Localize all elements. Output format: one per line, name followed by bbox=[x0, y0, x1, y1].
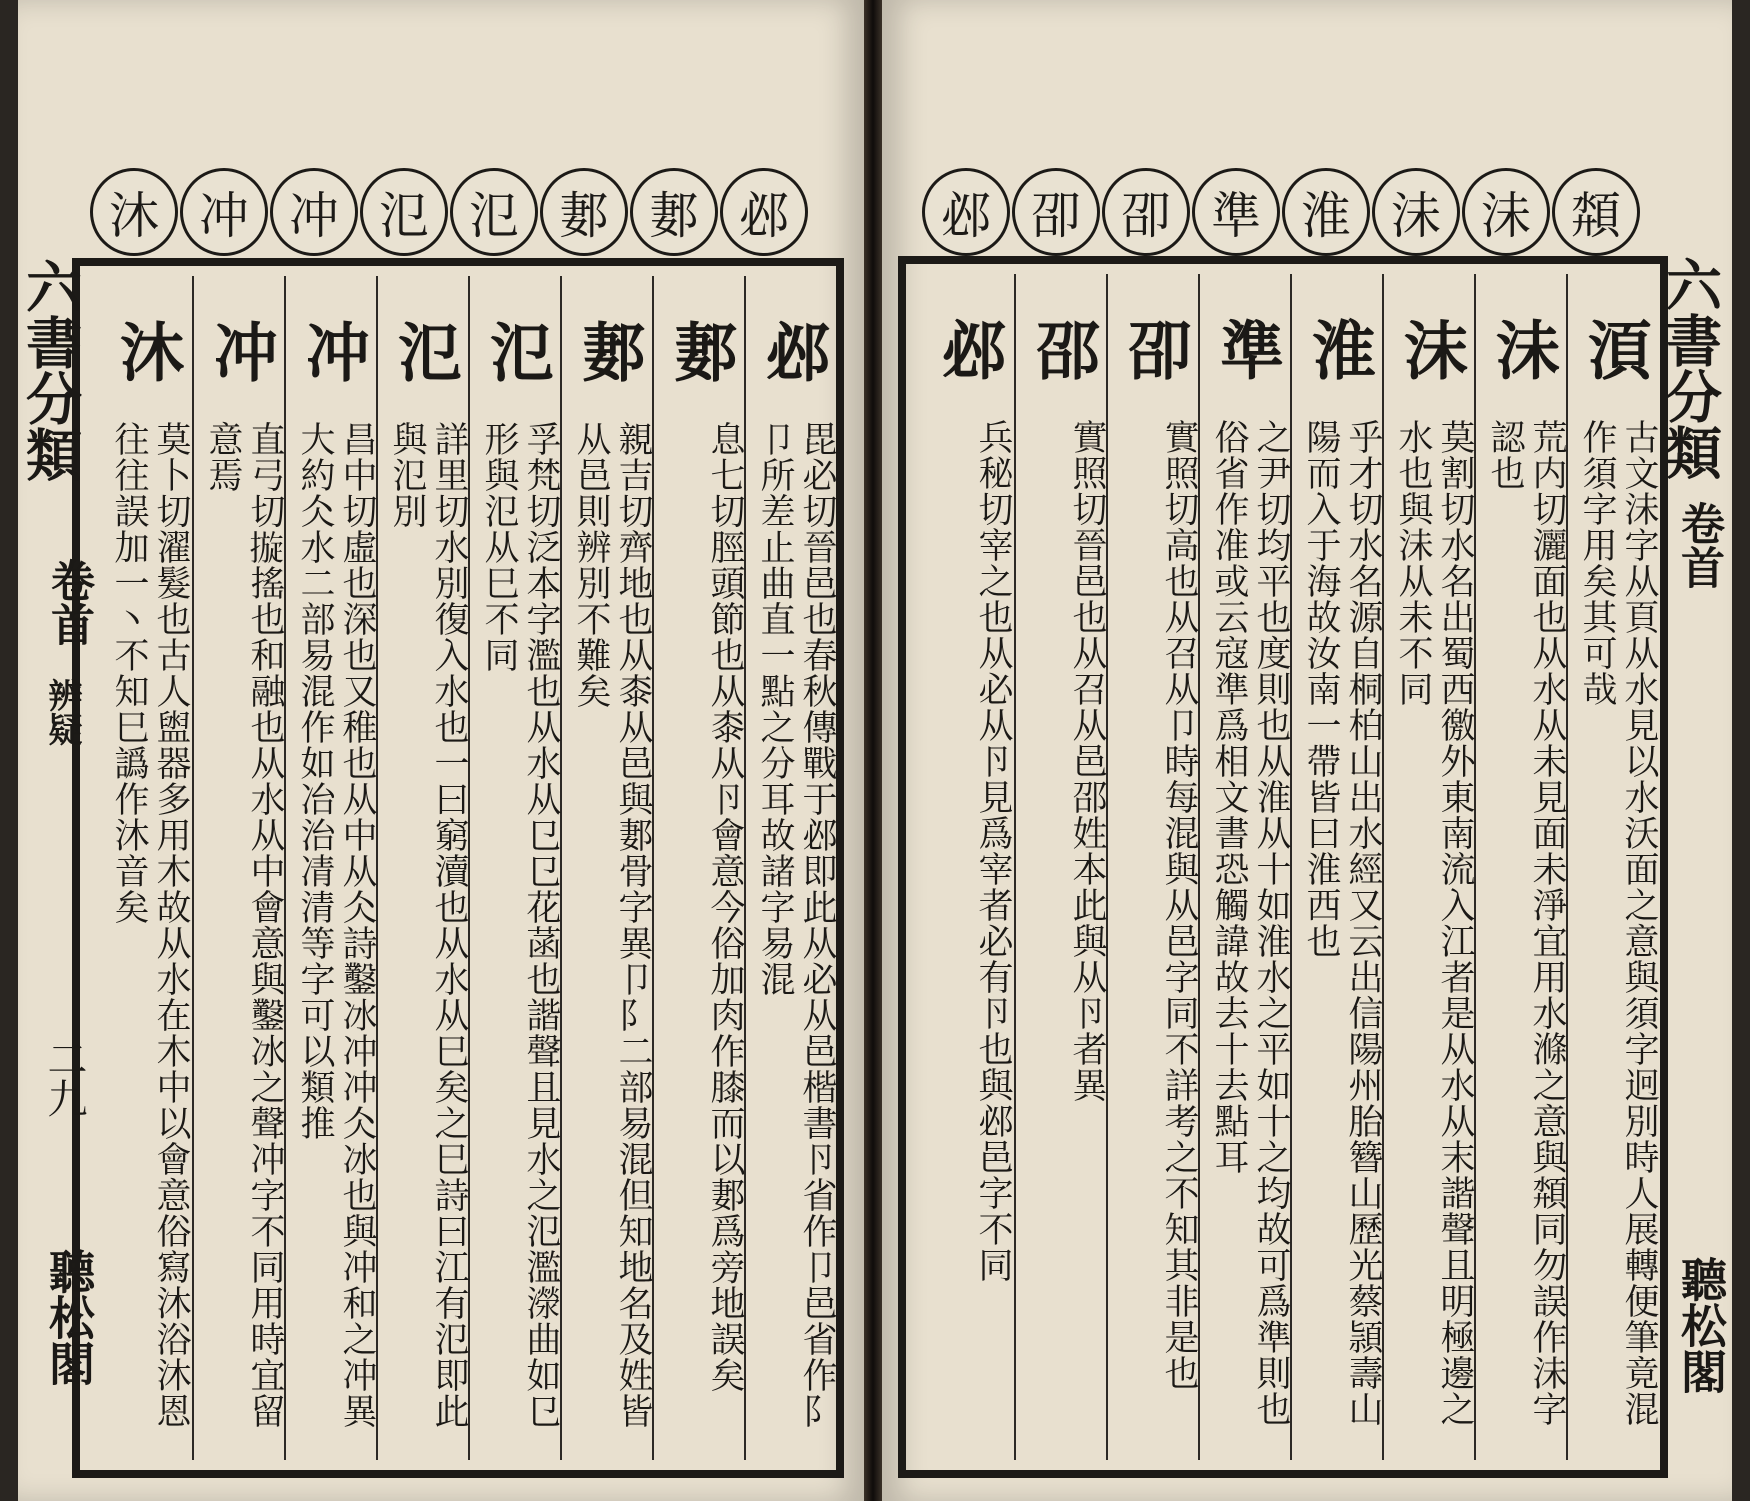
entry-head: 沐 bbox=[109, 319, 184, 383]
spine-title: 六書分類 bbox=[1657, 256, 1723, 480]
circle-char: 頮 bbox=[1552, 168, 1640, 256]
entry-head: 郪 bbox=[663, 319, 738, 383]
entry-head: 冲 bbox=[203, 319, 278, 383]
right-spine-margin bbox=[1657, 256, 1730, 1456]
circle-char: 冲 bbox=[270, 168, 358, 256]
circle-char: 氾 bbox=[360, 168, 448, 256]
entry-body: 實照切高也从召从卩時每混與从邑字同不詳考之不知其非是也 bbox=[1159, 419, 1199, 1391]
entry-body: 直弓切𢳄搖也和融也从水从中會意與鑿冰之聲冲字不同用時宜留意焉 bbox=[203, 421, 285, 1429]
spine-subsection: 辨疑 bbox=[42, 678, 82, 746]
entry-head: 湏 bbox=[1577, 317, 1652, 381]
right-circle-row bbox=[912, 168, 1672, 268]
entry-head: 郪 bbox=[571, 319, 646, 383]
entry-column bbox=[284, 276, 378, 1460]
circle-char: 卲 bbox=[1102, 168, 1190, 256]
entry-head: 邲 bbox=[931, 317, 1006, 381]
entry-head: 冲 bbox=[295, 319, 370, 383]
entry-column bbox=[652, 276, 746, 1460]
entry-body: 實照切晉邑也从召从邑邵姓本此與从卪者異 bbox=[1067, 419, 1107, 1103]
entry-body: 親吉切齊地也从桼从邑與郪骨字異卩阝二部易混但知地名及姓皆从邑則辨別不難矣 bbox=[571, 421, 653, 1429]
left-page bbox=[18, 0, 864, 1501]
circle-char: 沬 bbox=[1462, 168, 1550, 256]
circle-char: 郪 bbox=[540, 168, 628, 256]
circle-char: 沐 bbox=[90, 168, 178, 256]
entry-head: 邲 bbox=[755, 319, 830, 383]
circle-char: 卲 bbox=[1012, 168, 1100, 256]
entry-column bbox=[922, 274, 1014, 1460]
circle-char: 郪 bbox=[630, 168, 718, 256]
book-gutter bbox=[864, 0, 882, 1501]
entry-column bbox=[1198, 274, 1292, 1460]
entry-body: 莫割切水名出蜀西徼外東南流入江者是从水从末諧聲且明極邊之水也與沬从未不同 bbox=[1393, 419, 1475, 1427]
entry-head: 氾 bbox=[387, 319, 462, 383]
left-text-frame bbox=[72, 258, 844, 1478]
entry-column bbox=[376, 276, 470, 1460]
circle-char: 氾 bbox=[450, 168, 538, 256]
right-page bbox=[882, 0, 1732, 1501]
entry-head: 卲 bbox=[1117, 317, 1192, 381]
entry-body: 息七切脛頭節也从桼从卪會意今俗加肉作膝而以郪爲旁地誤矣 bbox=[705, 421, 745, 1393]
entry-body: 昌中切虛也深也又稚也从中从仌詩鑿冰冲冲仌冰也與冲和之冲異大約仌水二部易混作如冶治凊清等字可以類推 bbox=[295, 421, 377, 1429]
entry-column bbox=[192, 276, 286, 1460]
entry-head: 氾 bbox=[479, 319, 554, 383]
entry-column bbox=[1566, 274, 1660, 1460]
entry-column bbox=[1382, 274, 1476, 1460]
spine-studio: 聽松閣 bbox=[1674, 1256, 1728, 1394]
spine-page-number: 二九 bbox=[41, 1038, 87, 1118]
entry-column bbox=[560, 276, 654, 1460]
entry-column bbox=[468, 276, 562, 1460]
circle-char: 淮 bbox=[1282, 168, 1370, 256]
left-spine-margin bbox=[17, 258, 96, 1458]
circle-char: 邲 bbox=[922, 168, 1010, 256]
entry-head: 準 bbox=[1209, 317, 1284, 381]
entry-body: 詳里切水別復入水也一曰窮瀆也从水从巳矣之巳詩曰江有氾即此與氾別 bbox=[387, 421, 469, 1429]
circle-char: 沬 bbox=[1372, 168, 1460, 256]
entry-body: 兵秘切宰之也从必从卪見爲宰者必有卪也與邲邑字不同 bbox=[973, 419, 1013, 1283]
entry-head: 沬 bbox=[1485, 317, 1560, 381]
entry-body: 古文沬字从頁从水見以水沃面之意與須字迥別時人展轉便筆竟混作須字用矣其可哉 bbox=[1577, 419, 1659, 1427]
entry-body: 孚梵切泛本字濫也从水从㔾㔾花菡也諧聲且見水之氾濫濴曲如㔾形與氾从巳不同 bbox=[479, 421, 561, 1429]
entry-body: 毘必切晉邑也春秋傳戰于邲即此从必从邑楷書卪省作卩邑省作阝卩所差止曲直一點之分耳故諸字易混 bbox=[755, 421, 837, 1429]
entry-body: 之尹切均平也度則也从淮从十如淮水之平如十之均故可爲準則也俗省作准或云寇準爲相文書恐觸諱故去十去點耳 bbox=[1209, 419, 1291, 1427]
entry-column bbox=[744, 276, 838, 1460]
circle-char: 準 bbox=[1192, 168, 1280, 256]
entry-body: 莫卜切濯髮也古人盥器多用木故从水在木中以會意俗寫沐浴沐恩往往誤加一丶不知巳譌作沐音矣 bbox=[109, 421, 191, 1429]
right-text-frame bbox=[898, 256, 1668, 1478]
entry-body: 荒内切灑面也从水从未見面未淨宜用水滌之意與頮同勿誤作沬字認也 bbox=[1485, 419, 1567, 1427]
entry-column bbox=[1290, 274, 1384, 1460]
entry-column bbox=[1474, 274, 1568, 1460]
spine-title: 六書分類 bbox=[17, 258, 83, 482]
entry-body: 乎才切水名源自桐柏山出水經又云出信陽州胎簪山歷光蔡頴壽山陽而入于海故汝南一帶皆曰淮西也 bbox=[1301, 419, 1383, 1427]
circle-char: 冲 bbox=[180, 168, 268, 256]
spine-section: 卷首 bbox=[43, 558, 94, 646]
spine-section: 卷首 bbox=[1673, 501, 1724, 589]
entry-column bbox=[1106, 274, 1200, 1460]
entry-column bbox=[100, 276, 192, 1460]
spine-studio: 聽松閣 bbox=[42, 1248, 96, 1386]
entry-column bbox=[1014, 274, 1108, 1460]
circle-char: 邲 bbox=[720, 168, 808, 256]
entry-head: 沫 bbox=[1393, 317, 1468, 381]
entry-head: 邵 bbox=[1025, 317, 1100, 381]
left-circle-row bbox=[76, 168, 836, 268]
entry-head: 淮 bbox=[1301, 317, 1376, 381]
